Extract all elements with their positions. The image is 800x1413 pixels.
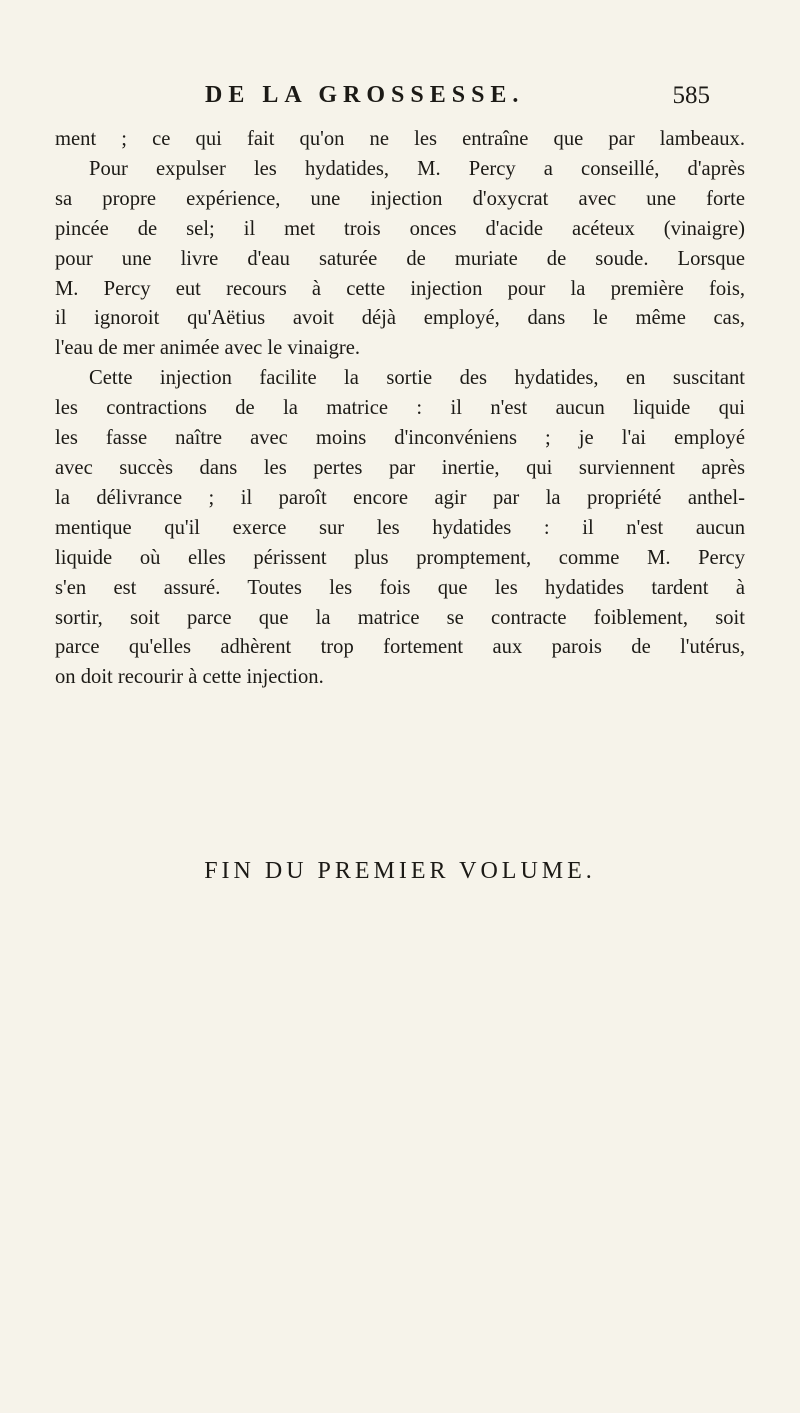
body-text	[55, 125, 745, 693]
text-line: la délivrance ; il paroît encore agir par la propriété anthel-	[55, 486, 745, 509]
text-line: mentique qu'il exerce sur les hydatides : il n'est aucun	[55, 516, 745, 539]
text-line: liquide où elles périssent plus promptement, comme M. Percy	[55, 546, 745, 569]
page-number: 585	[672, 82, 710, 109]
running-title: DE LA GROSSESSE.	[205, 82, 525, 108]
text-line: M. Percy eut recours à cette injection pour la première fois,	[55, 277, 745, 300]
text-line: les contractions de la matrice : il n'est aucun liquide qui	[55, 397, 745, 420]
text-line: on doit recourir à cette injection.	[55, 666, 324, 689]
text-line: s'en est assuré. Toutes les fois que les hydatides tardent à	[55, 576, 745, 599]
text-line: pincée de sel; il met trois onces d'acide acéteux (vinaigre)	[55, 217, 745, 240]
text-line: Cette injection facilite la sortie des hydatides, en suscitant	[89, 367, 745, 390]
text-line: il ignoroit qu'Aëtius avoit déjà employé, dans le même cas,	[55, 307, 745, 330]
text-line: l'eau de mer animée avec le vinaigre.	[55, 337, 361, 360]
text-line: avec succès dans les pertes par inertie, qui surviennent après	[55, 456, 745, 479]
page-header	[205, 82, 710, 112]
text-line: parce qu'elles adhèrent trop fortement aux parois de l'utérus,	[55, 636, 745, 659]
text-line: pour une livre d'eau saturée de muriate de soude. Lorsque	[55, 247, 745, 270]
text-line: ment ; ce qui fait qu'on ne les entraîne que par lambeaux.	[55, 128, 745, 150]
text-line: sortir, soit parce que la matrice se contracte foiblement, soit	[55, 606, 745, 629]
end-of-volume-marker: FIN DU PREMIER VOLUME.	[204, 858, 596, 884]
text-line: Pour expulser les hydatides, M. Percy a conseillé, d'après	[89, 157, 745, 180]
text-line: sa propre expérience, une injection d'oxycrat avec une forte	[55, 187, 745, 210]
text-line: les fasse naître avec moins d'inconvéniens ; je l'ai employé	[55, 427, 745, 450]
